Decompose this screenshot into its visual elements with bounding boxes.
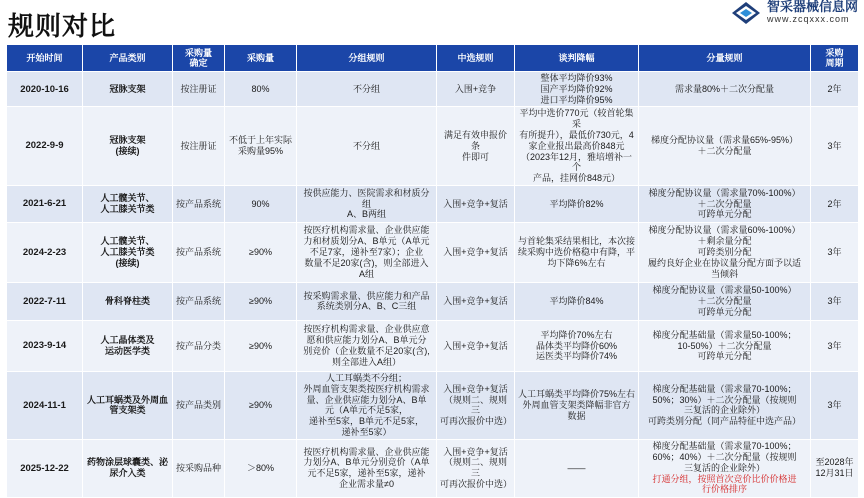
header-cell: 采购量 [225,45,297,72]
cycle-cell: 3年 [811,371,859,439]
table-header-row [7,45,859,72]
cycle-cell: 3年 [811,107,859,186]
grouping-cell: 人工耳蜗类不分组； 外周血管支架类按医疗机构需求 量、企业供应能力划分A、B单 元（A单元不足5家， 递补至5家，B单元不足5家， 递补至5家） [297,371,437,439]
category-cell: 人工髋关节、 人工膝关节类 (接续) [83,222,173,282]
table-row [7,282,859,320]
reduction-cell: 整体平均降价93% 国产平均降价92% 进口平均降价95% [515,72,639,107]
allocation-text: 梯度分配基础量（需求量70-100%； 60%；40%）＋二次分配量（按规则 三复活的企业除外） [652,441,797,473]
date-cell: 2024-11-1 [7,371,83,439]
reduction-cell: 平均中选价770元（较首轮集采 有所提升），最低价730元，4 家企业报出最高价848元 （2023年12月，雅培增补一个 产品，挂网价848元） [515,107,639,186]
allocation-cell [639,107,811,186]
allocation-cell [639,185,811,222]
category-cell: 人工晶体类及 运动医学类 [83,320,173,371]
volume-basis-cell: 按产品系统 [173,222,225,282]
selection-cell: 入围+竞争+复活 [437,185,515,222]
allocation-cell [639,371,811,439]
cycle-cell: 3年 [811,282,859,320]
volume-basis-cell: 按产品类别 [173,371,225,439]
volume-cell: ≥90% [225,222,297,282]
allocation-text: 需求量80%＋二次分配量 [674,83,774,94]
reduction-cell: 平均降价84% [515,282,639,320]
table-row [7,320,859,371]
brand-name: 智采器械信息网 [766,0,858,16]
category-cell: 人工耳蜗类及外周血 管支架类 [83,371,173,439]
volume-basis-cell: 按产品系统 [173,282,225,320]
volume-basis-cell: 按采购品种 [173,439,225,497]
header-cell: 采购 周期 [811,45,859,72]
brand [731,1,858,25]
selection-cell: 入围+竞争+复活 （规则二、规则三 可再次报价中选） [437,439,515,497]
table-row [7,222,859,282]
grouping-cell: 按供应能力、医院需求和材质分组 A、B两组 [297,185,437,222]
allocation-text: 梯度分配协议量（需求量65%-95%） ＋二次分配量 [650,135,799,157]
table-row [7,439,859,497]
volume-basis-cell: 按产品系统 [173,185,225,222]
date-cell: 2022-9-9 [7,107,83,186]
allocation-text: 梯度分配协议量（需求量60%-100%） ＋剩余量分配 可跨类别分配 履约良好企业在协议量分配方面予以适 当倾斜 [647,225,801,279]
cycle-cell: 3年 [811,222,859,282]
allocation-cell [639,72,811,107]
allocation-warning: 打通分组，按照首次竞价比价价格进 行价格排序 [652,473,797,495]
selection-cell: 入围+竞争+复活 [437,282,515,320]
selection-cell: 入围+竞争 [437,72,515,107]
selection-cell: 入围+竞争+复活 （规则二、规则三 可再次报价中选） [437,371,515,439]
cycle-cell: 至2028年 12月31日 [811,439,859,497]
header-cell: 中选规则 [437,45,515,72]
date-cell: 2021-6-21 [7,185,83,222]
table-row [7,371,859,439]
header-cell: 开始时间 [7,45,83,72]
selection-cell: 入围+竞争+复活 [437,222,515,282]
volume-cell: 80% [225,72,297,107]
brand-logo-icon [731,1,761,25]
cycle-cell: 3年 [811,320,859,371]
allocation-cell [639,439,811,497]
category-cell: 冠脉支架 (接续) [83,107,173,186]
header-cell: 谈判降幅 [515,45,639,72]
volume-cell: ≥90% [225,371,297,439]
reduction-cell: 平均降价82% [515,185,639,222]
date-cell: 2023-9-14 [7,320,83,371]
table-row [7,72,859,107]
rules-comparison-table [6,44,859,498]
page-title: 规则对比 [8,12,117,42]
volume-cell: 90% [225,185,297,222]
grouping-cell: 按采购需求量、供应能力和产品 系统类别分A、B、C三组 [297,282,437,320]
volume-basis-cell: 按注册证 [173,72,225,107]
brand-url: www.zcqxxx.com [766,14,850,25]
allocation-text: 梯度分配协议量（需求量50-100%） ＋二次分配量 可跨单元分配 [652,285,797,317]
selection-cell: 入围+竞争+复活 [437,320,515,371]
cycle-cell: 2年 [811,185,859,222]
grouping-cell: 按医疗机构需求量、企业供应能 力和材质划分A、B单元（A单元 不足7家，递补至7家）；企业 数量不足20家(含)，则全部进入 A组 [297,222,437,282]
reduction-cell: 人工耳蜗类平均降价75%左右 外周血管支架类降幅非官方 数据 [515,371,639,439]
allocation-cell [639,320,811,371]
allocation-cell [639,222,811,282]
header-cell: 采购量 确定 [173,45,225,72]
allocation-text: 梯度分配基础量（需求量50-100%； 10-50%）＋二次分配量 可跨单元分配 [652,329,797,362]
header-cell: 分组规则 [297,45,437,72]
category-cell: 冠脉支架 [83,72,173,107]
table-row [7,185,859,222]
reduction-cell: —— [515,439,639,497]
date-cell: 2020-10-16 [7,72,83,107]
volume-cell: 不低于上年实际 采购量95% [225,107,297,186]
volume-cell: ≥90% [225,320,297,371]
category-cell: 骨科脊柱类 [83,282,173,320]
volume-basis-cell: 按产品分类 [173,320,225,371]
grouping-cell: 不分组 [297,72,437,107]
date-cell: 2024-2-23 [7,222,83,282]
category-cell: 药物涂层球囊类、泌 尿介入类 [83,439,173,497]
volume-cell: ＞80% [225,439,297,497]
allocation-text: 梯度分配协议量（需求量70%-100%） ＋二次分配量 可跨单元分配 [648,187,801,220]
date-cell: 2025-12-22 [7,439,83,497]
grouping-cell: 不分组 [297,107,437,186]
date-cell: 2022-7-11 [7,282,83,320]
selection-cell: 满足有效申报价条 件即可 [437,107,515,186]
reduction-cell: 与首轮集采结果相比，本次接 续采购中选价格稳中有降，平 均下降6%左右 [515,222,639,282]
reduction-cell: 平均降价70%左右 晶体类平均降价60% 运医类平均降价74% [515,320,639,371]
table-row [7,107,859,186]
header-cell: 产品类别 [83,45,173,72]
header-cell: 分量规则 [639,45,811,72]
volume-cell: ≥90% [225,282,297,320]
volume-basis-cell: 按注册证 [173,107,225,186]
allocation-cell [639,282,811,320]
grouping-cell: 按医疗机构需求量、企业供应意 愿和供应能力划分A、B单元分 别竞价（企业数量不足20家(含), 则全部进入A组） [297,320,437,371]
grouping-cell: 按医疗机构需求量、企业供应能 力划分A、B单元分别竞价（A单 元不足5家，递补至5家，递补 企业需求量≠0 [297,439,437,497]
allocation-text: 梯度分配基础量（需求量70-100%； 50%；30%）＋二次分配量（按规则 三复活的企业除外） 可跨类别分配（同产品特征中选产品） [647,383,801,427]
cycle-cell: 2年 [811,72,859,107]
category-cell: 人工髋关节、 人工膝关节类 [83,185,173,222]
